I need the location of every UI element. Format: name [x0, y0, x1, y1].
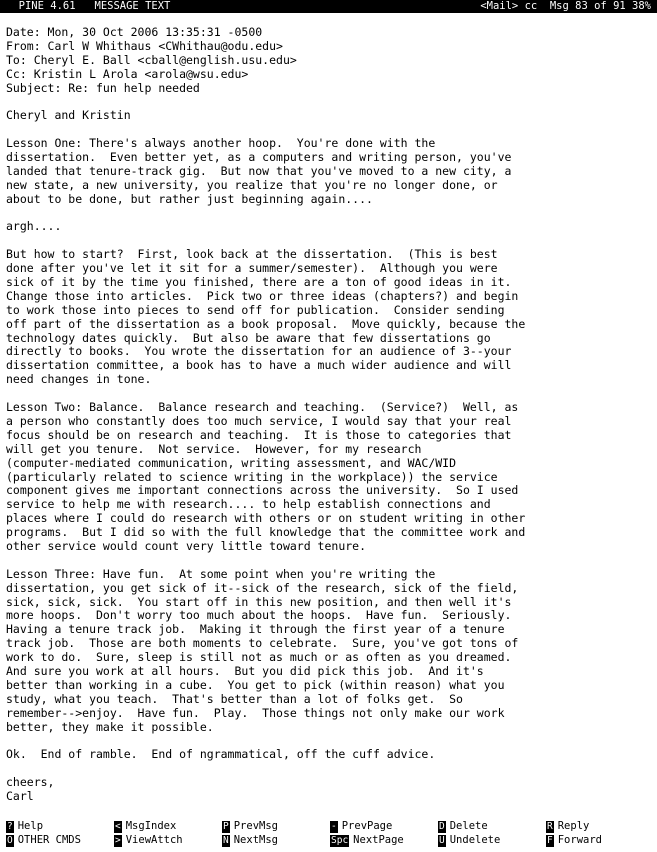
- body-line: landed that tenure-track gig. But now that you've moved to a new city, a: [6, 163, 512, 178]
- command-label: MsgIndex: [125, 820, 177, 832]
- command-prevpage[interactable]: [330, 819, 392, 833]
- signoff: [6, 776, 651, 804]
- command-menu: [0, 819, 657, 847]
- paragraph-lesson-two: [6, 401, 651, 554]
- body-line: Carl: [6, 788, 34, 803]
- body-line: other service would count very little toward tenure.: [6, 538, 367, 553]
- command-label: PrevPage: [341, 820, 393, 832]
- command-label: Undelete: [449, 834, 501, 846]
- command-key: -: [331, 821, 337, 832]
- body-line: Lesson One: There's always another hoop. You're done with the: [6, 136, 436, 151]
- header-line: To: Cheryl E. Ball <cball@english.usu.edu>: [6, 52, 297, 67]
- command-help[interactable]: [6, 819, 43, 833]
- message-status: <Mail> cc Msg 83 of 91 38%: [480, 0, 651, 12]
- body-line: dissertation. Even better yet, as a computers and writing person, you've: [6, 150, 512, 165]
- body-line: off part of the dissertation as a book proposal. Move quickly, because the: [6, 316, 526, 331]
- body-line: sick, sick, sick. You start off in this new position, and then well it's: [6, 594, 512, 609]
- message-viewer[interactable]: [6, 26, 651, 806]
- body-line: And sure you work at all hours. But you did pick this job. And it's: [6, 663, 484, 678]
- body-line: dissertation committee, a book has to have a much wider audience and will: [6, 358, 512, 373]
- body-line: Ok. End of ramble. End of ngrammatical, off the cuff advice.: [6, 747, 436, 762]
- command-key: P: [223, 821, 229, 832]
- command-key: O: [7, 835, 13, 846]
- body-line: places where I could do research with others or on student writing in other: [6, 511, 526, 526]
- command-key: >: [115, 835, 121, 846]
- body-line: about to be done, but rather just beginning again....: [6, 191, 373, 206]
- body-line: need changes in tone.: [6, 372, 152, 387]
- body-line: better, they make it possible.: [6, 719, 214, 734]
- command-reply[interactable]: [546, 819, 589, 833]
- body-line: cheers,: [6, 775, 55, 790]
- command-label: PrevMsg: [233, 820, 278, 832]
- command-undelete[interactable]: [438, 833, 500, 847]
- body-line: remember-->enjoy. Have fun. Play. Those things not only make our work: [6, 705, 505, 720]
- body-line: done after you've let it sit for a summer/semester). Although you were: [6, 261, 498, 276]
- paragraph-argh: [6, 220, 651, 234]
- command-key: N: [223, 835, 229, 846]
- body-line: focus should be on research and teaching. It is those to categories that: [6, 427, 512, 442]
- body-line: technology dates quickly. But also be aware that few dissertations go: [6, 330, 491, 345]
- body-line: Lesson Two: Balance. Balance research and teaching. (Service?) Well, as: [6, 400, 519, 415]
- paragraph-lesson-one: [6, 137, 651, 206]
- body-line: dissertation, you get sick of it--sick of the research, sick of the field,: [6, 580, 519, 595]
- command-label: OTHER CMDS: [17, 834, 81, 846]
- command-row-1: [0, 819, 657, 833]
- body-line: Cheryl and Kristin: [6, 108, 131, 123]
- body-line: (particularly related to science writing in the workplace)) the service: [6, 469, 498, 484]
- command-row-2: [0, 833, 657, 847]
- greeting: [6, 109, 651, 123]
- command-delete[interactable]: [438, 819, 488, 833]
- command-label: NextPage: [353, 834, 404, 846]
- paragraph-how-to-start: [6, 248, 651, 387]
- command-label: Delete: [449, 820, 488, 832]
- body-line: Having a tenure track job. Making it through the first year of a tenure: [6, 622, 505, 637]
- command-forward[interactable]: [546, 833, 602, 847]
- header-line: Cc: Kristin L Arola <arola@wsu.edu>: [6, 66, 249, 81]
- body-line: new state, a new university, you realize that you're no longer done, or: [6, 177, 498, 192]
- command-key: R: [547, 821, 553, 832]
- command-key: ?: [7, 821, 13, 832]
- command-label: Forward: [557, 834, 602, 846]
- body-line: sick of it by the time you finished, there are a ton of good ideas in it.: [6, 275, 512, 290]
- message-headers: [6, 26, 651, 95]
- body-line: (computer-mediated communication, writing assessment, and WAC/WID: [6, 455, 457, 470]
- command-key: <: [115, 821, 121, 832]
- command-nextpage[interactable]: [330, 833, 404, 847]
- body-line: to work those into pieces to send off for publication. Consider sending: [6, 302, 505, 317]
- header-line: From: Carl W Whithaus <CWhithau@odu.edu>: [6, 38, 283, 53]
- body-line: will get you tenure. Not service. However, for my research: [6, 441, 422, 456]
- command-nextmsg[interactable]: [222, 833, 278, 847]
- body-line: directly to books. You wrote the dissertation for an audience of 3--your: [6, 344, 512, 359]
- command-key: U: [439, 835, 445, 846]
- body-line: study, what you teach. That's better than a lot of folks get. So: [6, 691, 463, 706]
- body-line: Change those into articles. Pick two or three ideas (chapters?) and begin: [6, 288, 519, 303]
- body-line: better than working in a cube. You get to pick (within reason) what you: [6, 677, 505, 692]
- command-label: NextMsg: [233, 834, 278, 846]
- command-msgindex[interactable]: [114, 819, 176, 833]
- body-line: service to help me with research.... to help establish connections and: [6, 497, 491, 512]
- paragraph-closing: [6, 748, 651, 762]
- command-viewattch[interactable]: [114, 833, 183, 847]
- body-line: work to do. Sure, sleep is still not as much or as often as you dreamed.: [6, 650, 512, 665]
- body-line: Lesson Three: Have fun. At some point when you're writing the: [6, 566, 436, 581]
- header-line: Subject: Re: fun help needed: [6, 80, 200, 95]
- body-line: more hoops. Don't worry too much about the hoops. Have fun. Seriously.: [6, 608, 512, 623]
- command-prevmsg[interactable]: [222, 819, 278, 833]
- command-label: Reply: [557, 820, 590, 832]
- app-title: PINE 4.61 MESSAGE TEXT: [6, 0, 171, 12]
- command-key: D: [439, 821, 445, 832]
- body-line: a person who constantly does too much service, I would say that your real: [6, 413, 512, 428]
- body-line: But how to start? First, look back at the dissertation. (This is best: [6, 247, 498, 262]
- command-key: F: [547, 835, 553, 846]
- command-label: Help: [17, 820, 44, 832]
- body-line: track job. Those are both moments to celebrate. Sure, you've got tons of: [6, 636, 519, 651]
- body-line: component gives me important connections across the university. So I used: [6, 483, 519, 498]
- command-key: Spc: [331, 835, 349, 846]
- body-line: programs. But I did so with the full knowledge that the committee work and: [6, 525, 526, 540]
- header-line: Date: Mon, 30 Oct 2006 13:35:31 -0500: [6, 26, 263, 39]
- command-other-cmds[interactable]: [6, 833, 81, 847]
- title-bar: [0, 0, 657, 13]
- command-label: ViewAttch: [125, 834, 183, 846]
- paragraph-lesson-three: [6, 568, 651, 735]
- body-line: argh....: [6, 219, 62, 234]
